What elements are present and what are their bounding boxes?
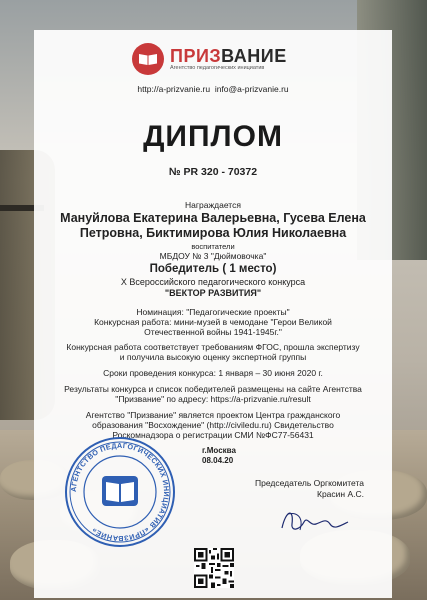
signature-image xyxy=(274,500,354,540)
svg-text:АГЕНТСТВО ПЕДАГОГИЧЕСКИХ ИНИЦИ: АГЕНТСТВО ПЕДАГОГИЧЕСКИХ ИНИЦИАТИВ «ПРИЗВАНИЕ» xyxy=(68,440,172,544)
issue-city: г.Москва xyxy=(202,446,236,455)
logo-subtitle: Агентство педагогических инициатив xyxy=(170,64,265,71)
competition-work: Конкурсная работа: мини-музей в чемодане "Герои Великой Отечественной войны 1941-1945г." xyxy=(94,317,332,337)
agency-seal xyxy=(64,436,176,548)
qr-code[interactable] xyxy=(194,548,234,588)
award-place: Победитель ( 1 место) xyxy=(149,263,277,275)
issue-date: 08.04.20 xyxy=(202,456,234,465)
prizvanie-logo xyxy=(132,42,287,76)
recipient-organization: МБДОУ № 3 "Дюймовочка" xyxy=(159,251,267,261)
contest-dates: Сроки проведения конкурса: 1 января – 30 июня 2020 г. xyxy=(103,368,323,378)
contest-description: X Всероссийского педагогического конкурса xyxy=(120,277,306,287)
diploma-card xyxy=(34,30,392,598)
diploma-title: ДИПЛОМ xyxy=(143,120,283,153)
fgos-statement: Конкурсная работа соответствует требованиям ФГОС, прошла экспертизу и получила высокую оценку экспертной группы xyxy=(66,342,360,362)
agency-info: Агентство "Призвание" является проектом Центра гражданского образования "Восхождение" (http://civiledu.ru) Свидетельство Роскомнадзора о регистрации СМИ №ФС77-56431 xyxy=(85,410,341,440)
recipient-role: воспитатели xyxy=(191,242,235,251)
chairman-title: Председатель Оргкомитета xyxy=(255,478,364,488)
awarded-label: Награждается xyxy=(185,200,241,210)
book-icon xyxy=(132,43,164,75)
logo-name: ПРИЗВАНИЕ xyxy=(170,45,287,66)
issue-place-date xyxy=(202,446,236,466)
diploma-number: № PR 320 - 70372 xyxy=(168,166,258,178)
chairman-block xyxy=(234,478,364,500)
contest-name: "ВЕКТОР РАЗВИТИЯ" xyxy=(164,288,262,298)
results-info: Результаты конкурса и список победителей размещены на сайте Агентства "Призвание" по адресу: https://a-prizvanie.ru/result xyxy=(64,384,362,404)
nomination: Номинация: "Педагогические проекты" xyxy=(136,307,290,317)
recipient-names: Мануйлова Екатерина Валерьевна, Гусева Елена Петровна, Биктимирова Юлия Николаевна xyxy=(60,211,366,240)
contact-links: http://a-prizvanie.ru info@a-prizvanie.ru xyxy=(137,84,289,94)
chairman-name: Красин А.С. xyxy=(317,489,364,499)
